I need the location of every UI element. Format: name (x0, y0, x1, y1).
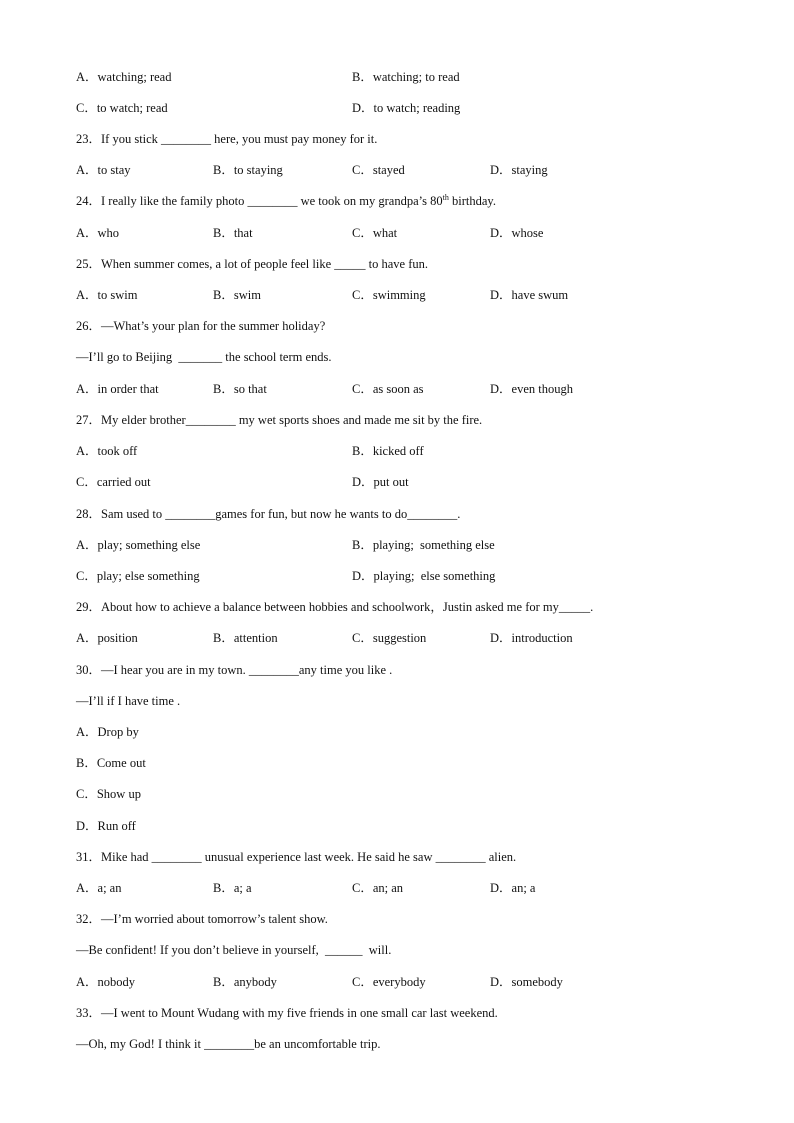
option-24-b: B．that (213, 226, 253, 240)
option-25-d: D．have swum (490, 288, 569, 302)
question-32-reply: —Be confident! If you don’t believe in yourself, ______ will. (76, 943, 392, 957)
option-26-d: D．even though (490, 382, 573, 396)
option-28-c: C．play; else something (76, 569, 200, 583)
question-33: 33．—I went to Mount Wudang with my five friends in one small car last weekend. (76, 1006, 498, 1020)
question-30-reply: —I’ll if I have time . (76, 694, 181, 708)
option-27-b: B．kicked off (352, 444, 424, 458)
option-25-a: A．to swim (76, 288, 138, 302)
option-31-b: B．a; a (213, 881, 252, 895)
question-24 (76, 193, 496, 209)
option-24-a: A．who (76, 226, 120, 240)
question-29: 29．About how to achieve a balance between hobbies and schoolwork，Justin asked me for my_____. (76, 600, 594, 614)
option-22-b: B．watching; to read (352, 70, 460, 84)
option-22-d: D．to watch; reading (352, 101, 461, 115)
option-26-a: A．in order that (76, 382, 159, 396)
option-30-d: D．Run off (76, 819, 136, 833)
option-23-d: D．staying (490, 163, 548, 177)
question-26-reply: —I’ll go to Beijing _______ the school term ends. (76, 350, 332, 364)
option-22-a: A．watching; read (76, 70, 172, 84)
option-30-a: A．Drop by (76, 725, 139, 739)
option-23-b: B．to staying (213, 163, 283, 177)
option-28-a: A．play; something else (76, 538, 201, 552)
option-27-a: A．took off (76, 444, 138, 458)
option-24-d: D．whose (490, 226, 544, 240)
option-24-c: C．what (352, 226, 398, 240)
question-30: 30．—I hear you are in my town. ________any time you like . (76, 663, 393, 677)
question-25: 25．When summer comes, a lot of people feel like _____ to have fun. (76, 257, 428, 271)
question-24-superscript: th (442, 192, 449, 202)
question-27: 27．My elder brother________ my wet sports shoes and made me sit by the fire. (76, 413, 483, 427)
option-26-c: C．as soon as (352, 382, 424, 396)
option-30-b: B．Come out (76, 756, 146, 770)
option-31-d: D．an; a (490, 881, 536, 895)
option-27-c: C．carried out (76, 475, 151, 489)
question-28: 28．Sam used to ________games for fun, but now he wants to do________. (76, 507, 461, 521)
option-31-c: C．an; an (352, 881, 404, 895)
option-25-c: C．swimming (352, 288, 426, 302)
option-30-c: C．Show up (76, 787, 141, 801)
question-23: 23．If you stick ________ here, you must pay money for it. (76, 132, 378, 146)
option-28-b: B．playing; something else (352, 538, 495, 552)
option-23-c: C．stayed (352, 163, 405, 177)
option-29-a: A．position (76, 631, 138, 645)
option-29-c: C．suggestion (352, 631, 427, 645)
option-22-c: C．to watch; read (76, 101, 168, 115)
option-25-b: B．swim (213, 288, 261, 302)
question-31: 31．Mike had ________ unusual experience last week. He said he saw ________ alien. (76, 850, 517, 864)
option-32-b: B．anybody (213, 975, 277, 989)
option-29-d: D．introduction (490, 631, 573, 645)
option-23-a: A．to stay (76, 163, 131, 177)
question-24-tail: birthday. (448, 194, 496, 208)
question-32: 32．—I’m worried about tomorrow’s talent show. (76, 912, 328, 926)
question-33-reply: —Oh, my God! I think it ________be an uncomfortable trip. (76, 1037, 381, 1051)
question-24-text: 24．I really like the family photo ________ we took on my grandpa’s 80 (76, 194, 443, 208)
question-26: 26．—What’s your plan for the summer holiday? (76, 319, 326, 333)
option-32-a: A．nobody (76, 975, 136, 989)
option-26-b: B．so that (213, 382, 267, 396)
option-32-d: D．somebody (490, 975, 563, 989)
option-32-c: C．everybody (352, 975, 426, 989)
option-28-d: D．playing; else something (352, 569, 496, 583)
option-29-b: B．attention (213, 631, 278, 645)
option-27-d: D．put out (352, 475, 409, 489)
option-31-a: A．a; an (76, 881, 122, 895)
